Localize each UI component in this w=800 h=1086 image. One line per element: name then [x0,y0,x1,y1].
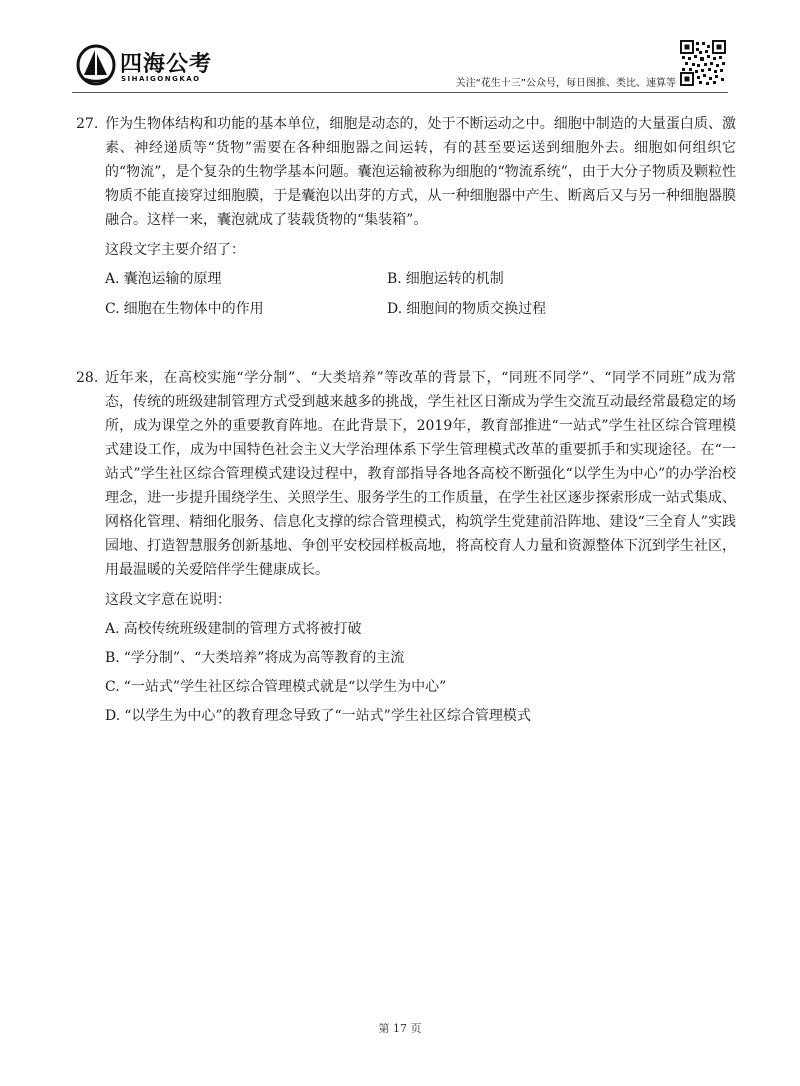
header-tagline: 关注“花生十三”公众号，每日图推、类比、速算等 [455,78,676,89]
option-text: 细胞间的物质交换过程 [406,301,547,317]
page-number: 第 17 页 [378,1022,422,1035]
question-text: 近年来，在高校实施“学分制”、“大类培养”等改革的背景下，“同班不同学”、“同学不同班”成为常态，传统的班级建制管理方式受到越来越多的挑战，学生社区日渐成为学生交流互动最经常最稳定的场所，成为课堂之外的重要教育阵地。在此背景下，2019年，教育部推进“一站式”学生社区综合管理模式建设工作，成为中国特色社会主义大学治理体系下学生管理模式改革的重要抓手和实现途径。在“一站式”学生社区综合管理模式建设过程中，教育部指导各地各高校不断强化“以学生为中心”的办学治校理念，进一步提升围绕学生、关照学生、服务学生的工作质量，在学生社区逐步探索形成一站式集成、网格化管理、精细化服务、信息化支撑的综合管理模式，构筑学生党建前沿阵地、建设“三全育人”实践园地、打造智慧服务创新基地、争创平安校园样板高地，将高校育人力量和资源整体下沉到学生社区，用最温暖的关爱陪伴学生健康成长。 [105,370,736,578]
option-text: “学分制”、“大类培养”将成为高等教育的主流 [123,650,405,666]
option-b[interactable] [387,268,669,290]
sailboat-logo-icon [76,44,116,86]
question-number: 27. [76,116,99,132]
page-header [0,0,800,96]
option-text: “以学生为中心”的教育理念导致了“一站式”学生社区综合管理模式 [124,708,531,724]
option-letter: B. [387,271,402,287]
question-body [76,112,736,232]
question-27 [76,112,736,320]
option-list [105,268,736,320]
option-text: 囊泡运输的原理 [123,271,222,287]
option-d[interactable] [105,705,736,727]
option-c[interactable] [105,676,736,698]
option-letter: B. [105,650,120,666]
qr-code-icon [680,40,726,86]
question-body [76,366,736,582]
question-number: 28. [76,370,99,386]
option-d[interactable] [387,298,669,320]
option-text: 细胞在生物体中的作用 [123,301,264,317]
question-28 [76,366,736,734]
logo-subtitle: SIHAIGONGKAO [121,75,201,83]
option-text: 细胞运转的机制 [405,271,504,287]
header-divider [72,92,728,93]
option-c[interactable] [105,298,387,320]
option-letter: D. [105,708,121,724]
option-b[interactable] [105,647,736,669]
option-list [105,618,736,727]
option-text: “一站式”学生社区综合管理模式就是“以学生为中心” [123,679,447,695]
option-text: 高校传统班级建制的管理方式将被打破 [123,621,362,637]
option-letter: D. [387,301,403,317]
option-letter: C. [105,301,120,317]
question-prompt: 这段文字意在说明： [105,592,231,608]
option-letter: C. [105,679,120,695]
question-prompt: 这段文字主要介绍了： [105,242,245,258]
option-letter: A. [105,271,120,287]
option-a[interactable] [105,618,736,640]
option-letter: A. [105,621,120,637]
question-text: 作为生物体结构和功能的基本单位，细胞是动态的，处于不断运动之中。细胞中制造的大量蛋白质、激素、神经递质等“货物”需要在各种细胞器之间运转，有的甚至要运送到细胞外去。细胞如何组织它的“物流”，是个复杂的生物学基本问题。囊泡运输被称为细胞的“物流系统”，由于大分子物质及颗粒性物质不能直接穿过细胞膜，于是囊泡以出芽的方式，从一种细胞器中产生、断离后又与另一种细胞器膜融合。这样一来，囊泡就成了装载货物的“集装箱”。 [105,116,736,228]
option-a[interactable] [105,268,387,290]
logo-title: 四海公考 [120,52,213,77]
